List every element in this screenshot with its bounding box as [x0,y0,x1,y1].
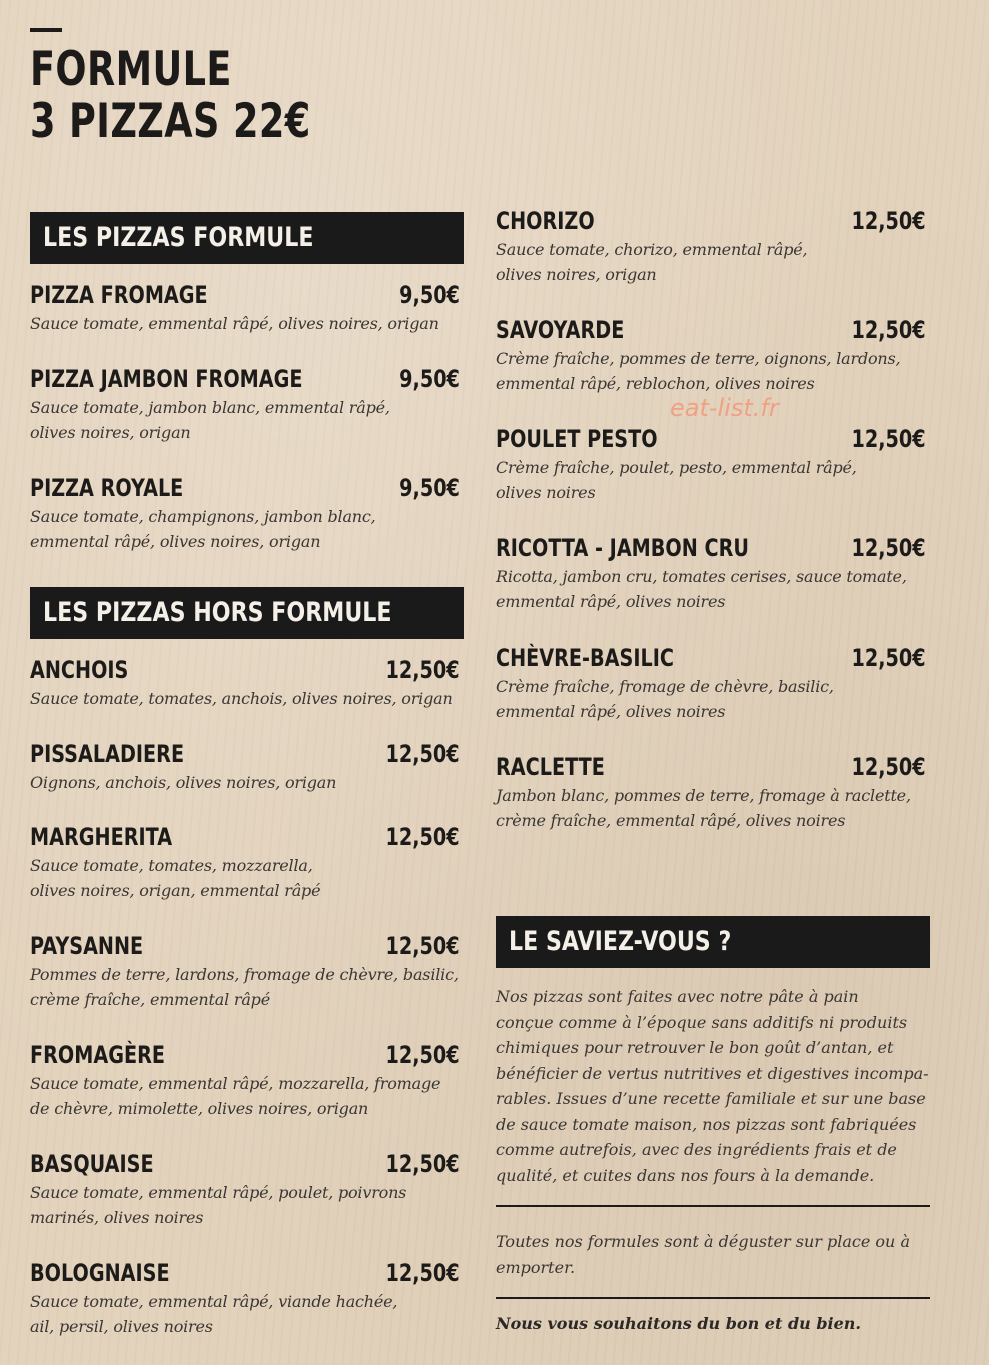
watermark: eat-list.fr [670,394,779,422]
title-accent-bar [30,28,62,32]
item-description: Sauce tomate, emmental râpé, poulet, poivrons marinés, olives noires [30,1183,407,1227]
item-description: Crème fraîche, poulet, pesto, emmental râpé, olives noires [496,458,857,502]
menu-item [30,655,460,711]
item-price: 12,50€ [851,316,926,344]
page-title [30,44,311,148]
item-name: POULET PESTO [496,425,658,453]
item-description: Crème fraîche, fromage de chèvre, basilic, emmental râpé, olives noires [496,677,834,721]
menu-item [496,424,926,505]
item-name: PAYSANNE [30,932,144,960]
menu-item [496,643,926,724]
item-name: BASQUAISE [30,1150,154,1178]
item-price: 12,50€ [385,1041,460,1069]
item-price: 9,50€ [399,365,460,393]
item-name: BOLOGNAISE [30,1259,170,1287]
item-name: ANCHOIS [30,656,129,684]
item-name: FROMAGÈRE [30,1041,165,1069]
item-name: SAVOYARDE [496,316,625,344]
menu-item [30,364,460,445]
section-header-saviez-vous: LE SAVIEZ-VOUS ? [496,916,930,968]
item-name: CHORIZO [496,207,595,235]
item-description: Sauce tomate, tomates, mozzarella, olives noires, origan, emmental râpé [30,856,321,900]
menu-item [30,822,460,903]
item-name: MARGHERITA [30,823,173,851]
menu-item [30,1149,460,1230]
item-price: 12,50€ [385,740,460,768]
item-description: Sauce tomate, champignons, jambon blanc, emmental râpé, olives noires, origan [30,507,376,551]
item-description: Jambon blanc, pommes de terre, fromage à raclette, crème fraîche, emmental râpé, olives noires [496,786,911,830]
item-price: 12,50€ [851,534,926,562]
divider [496,1297,930,1299]
title-line-1: FORMULE [30,42,232,97]
item-name: RACLETTE [496,753,605,781]
item-price: 12,50€ [385,932,460,960]
menu-item [496,533,926,614]
item-name: RICOTTA - JAMBON CRU [496,534,749,562]
info-paragraph: Nos pizzas sont faites avec notre pâte à pain conçue comme à l’époque sans additifs ni produits chimiques pour retrouver le bon goût d’antan, et bénéficier de vertus nutritives et digestives incompa- rables. Issues d’une recette familiale et sur une base de sauce tomate maison, nos pizzas sont fabriquées comme autrefois, avec des ingrédients frais et de qualité, et cuites dans nos fours à la demande. [496,987,929,1185]
item-price: 12,50€ [851,207,926,235]
title-line-2: 3 PIZZAS 22€ [30,94,311,149]
item-price: 9,50€ [399,281,460,309]
item-price: 12,50€ [851,753,926,781]
item-description: Sauce tomate, jambon blanc, emmental râpé, olives noires, origan [30,398,390,442]
item-price: 9,50€ [399,474,460,502]
item-description: Sauce tomate, emmental râpé, olives noires, origan [30,314,439,333]
item-price: 12,50€ [385,1150,460,1178]
item-price: 12,50€ [385,1259,460,1287]
menu-item [30,931,460,1012]
info-note: Toutes nos formules sont à déguster sur place ou à emporter. [496,1232,910,1277]
section-header-hors-formule: LES PIZZAS HORS FORMULE [30,587,464,639]
item-price: 12,50€ [385,656,460,684]
menu-item [30,1258,460,1339]
item-description: Sauce tomate, tomates, anchois, olives noires, origan [30,689,453,708]
item-name: PISSALADIERE [30,740,185,768]
item-description: Pommes de terre, lardons, fromage de chèvre, basilic, crème fraîche, emmental râpé [30,965,459,1009]
item-description: Sauce tomate, chorizo, emmental râpé, olives noires, origan [496,240,808,284]
menu-item [496,206,926,287]
item-description: Ricotta, jambon cru, tomates cerises, sauce tomate, emmental râpé, olives noires [496,567,907,611]
section-header-formule: LES PIZZAS FORMULE [30,212,464,264]
item-name: PIZZA JAMBON FROMAGE [30,365,303,393]
menu-item [496,315,926,396]
divider [496,1205,930,1207]
item-name: PIZZA ROYALE [30,474,184,502]
menu-item [30,473,460,554]
item-name: CHÈVRE-BASILIC [496,644,674,672]
item-description: Sauce tomate, emmental râpé, mozzarella, fromage de chèvre, mimolette, olives noires, origan [30,1074,441,1118]
menu-item [30,280,460,336]
item-name: PIZZA FROMAGE [30,281,208,309]
menu-item [30,1040,460,1121]
item-description: Oignons, anchois, olives noires, origan [30,773,337,792]
closing-message: Nous vous souhaitons du bon et du bien. [496,1314,861,1333]
item-description: Crème fraîche, pommes de terre, oignons, lardons, emmental râpé, reblochon, olives noires [496,349,901,393]
menu-item [496,752,926,833]
item-description: Sauce tomate, emmental râpé, viande hachée, ail, persil, olives noires [30,1292,398,1336]
item-price: 12,50€ [851,644,926,672]
item-price: 12,50€ [385,823,460,851]
menu-item [30,739,460,795]
item-price: 12,50€ [851,425,926,453]
